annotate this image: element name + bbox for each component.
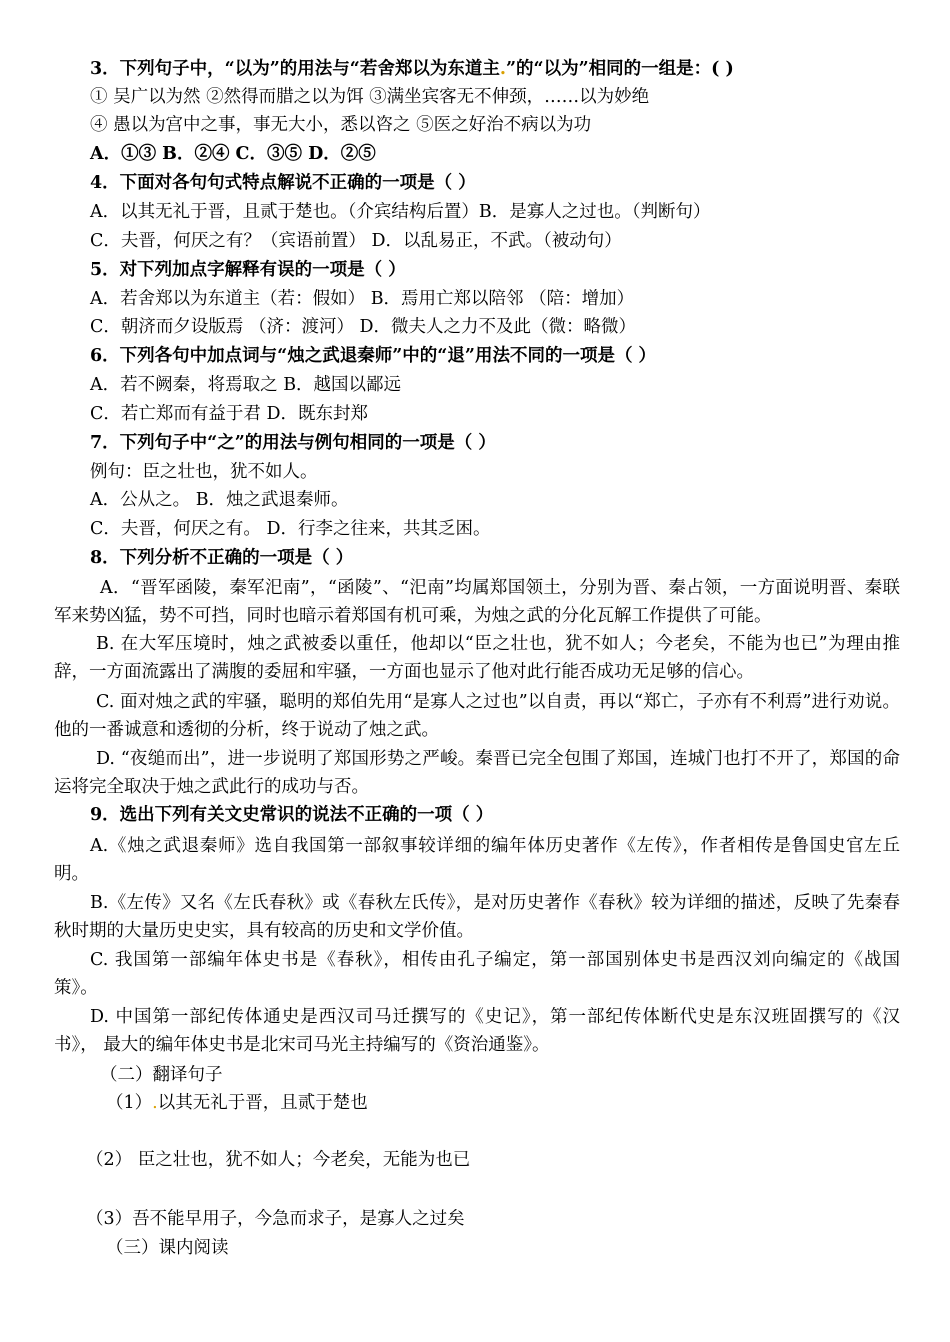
emphasis-dot: . [499,59,506,79]
q8-stem: 8．下列分析不正确的一项是（ ） [90,548,354,568]
q4-options-ab: A．以其无礼于晋，且贰于楚也。（介宾结构后置）B．是寡人之过也。（判断句） [90,202,711,222]
translate-sentence-1 [106,1092,368,1114]
q7-stem: 7．下列句子中“之”的用法与例句相同的一项是（ ） [90,433,496,453]
reading-heading: （三）课内阅读 [106,1238,229,1258]
q3-stem-text: 3．下列句子中，“以为”的用法与“若舍郑以为东道主 [90,59,500,79]
emphasis-dot: . [152,1093,158,1113]
q7-options-ab: A．公从之。 B．烛之武退秦师。 [90,490,349,510]
q5-stem: 5．对下列加点字解释有误的一项是（ ） [90,260,406,280]
q8-option-b: B. 在大军压境时，烛之武被委以重任，他却以“臣之壮也，犹不如人；今老矣，不能为也已”为理由推辞，一方面流露出了满腹的委屈和牢骚，一方面也显示了他对此行能否成功无足够的信心。 [54,634,900,682]
translate-heading: （二）翻译句子 [100,1065,223,1085]
q9-stem: 9．选出下列有关文史常识的说法不正确的一项（ ） [90,805,494,825]
q9-option-d: D. 中国第一部纪传体通史是西汉司马迁撰写的《史记》，第一部纪传体断代史是东汉班固撰写的《汉书》， 最大的编年体史书是北宋司马光主持编写的《资治通鉴》。 [54,1007,900,1055]
q8-option-d: D. “夜缒而出”，进一步说明了郑国形势之严峻。秦晋已完全包围了郑国，连城门也打不开了，郑国的命运将完全取决于烛之武此行的成功与否。 [54,749,900,797]
q8-option-c: C. 面对烛之武的牢骚，聪明的郑伯先用“是寡人之过也”以自责，再以“郑亡，子亦有不利焉”进行劝说。他的一番诚意和透彻的分析，终于说动了烛之武。 [54,692,900,740]
q6-options-cd: C．若亡郑而有益于君 D．既东封郑 [90,404,368,424]
q4-options-cd: C．夫晋，何厌之有？（宾语前置） D．以乱易正，不武。（被动句） [90,231,622,251]
q3-options: A．①③ B．②④ C．③⑤ D．②⑤ [90,144,376,164]
q9-option-c: C. 我国第一部编年体史书是《春秋》，相传由孔子编定，第一部国别体史书是西汉刘向编定的《战国策》。 [54,950,900,998]
q3-items-2: ④ 愚以为宫中之事，事无大小，悉以咨之 ⑤医之好治不病以为功 [90,115,592,135]
q4-stem: 4．下面对各句句式特点解说不正确的一项是（ ） [90,173,476,193]
translate-sentence-2: （2） 臣之壮也，犹不如人；今老矣，无能为也已 [86,1150,471,1170]
q3-items-1: ① 吴广以为然 ②然得而腊之以为饵 ③满坐宾客无不伸颈，……以为妙绝 [90,87,650,107]
q7-example: 例句：臣之壮也，犹不如人。 [90,462,318,482]
q6-options-ab: A．若不阙秦，将焉取之 B．越国以鄙远 [90,375,402,395]
q6-stem: 6．下列各句中加点词与“烛之武退秦师”中的“退”用法不同的一项是（ ） [90,346,657,366]
q8-option-a: A．“晋军函陵，秦军汜南”，“函陵”、“汜南”均属郑国领土，分别为晋、秦占领，一方面说明晋、秦联军来势凶猛，势不可挡，同时也暗示着郑国有机可乘，为烛之武的分化瓦解工作提供了可能。 [54,578,900,626]
q9-option-a: A.《烛之武退秦师》选自我国第一部叙事较详细的编年体历史著作《左传》，作者相传是鲁国史官左丘明。 [54,836,900,884]
q7-options-cd: C．夫晋，何厌之有。 D．行李之往来，共其乏困。 [90,519,491,539]
q3-stem [90,58,734,80]
q3-stem-end: ”的“以为”相同的一组是：( ) [505,59,734,79]
q5-options-cd: C．朝济而夕设版焉 （济：渡河） D．微夫人之力不及此（微：略微） [90,317,637,337]
sentence-number: （1） [106,1093,153,1113]
sentence-text: 以其无礼于晋，且贰于楚也 [157,1093,368,1113]
q5-options-ab: A．若舍郑以为东道主（若：假如） B．焉用亡郑以陪邻 （陪：增加） [90,289,635,309]
q9-option-b: B.《左传》又名《左氏春秋》或《春秋左氏传》，是对历史著作《春秋》较为详细的描述，反映了先秦春秋时期的大量历史史实，具有较高的历史和文学价值。 [54,893,900,941]
translate-sentence-3: （3）吾不能早用子，今急而求子，是寡人之过矣 [86,1209,465,1229]
